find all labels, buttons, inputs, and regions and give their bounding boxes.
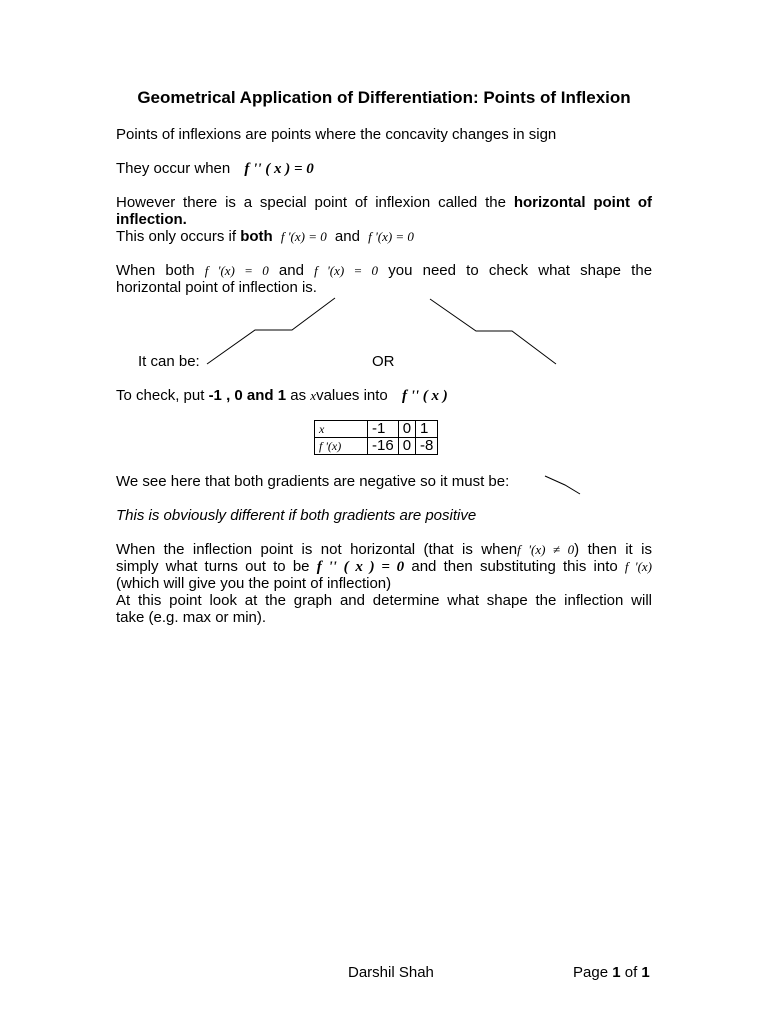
current-page: 1 xyxy=(612,964,621,981)
non-horizontal-line-1 xyxy=(116,541,652,558)
table-header-cell: x xyxy=(315,421,368,438)
values-table xyxy=(314,420,438,455)
only-occurs-text: This only occurs if xyxy=(116,228,237,245)
table-cell: -8 xyxy=(416,438,438,455)
first-derivative-equation-3: f '(x) = 0 xyxy=(204,263,269,278)
falling-inflection-shape xyxy=(430,299,556,364)
first-derivative-expression: f '(x) xyxy=(624,559,653,574)
special-point-text: However there is a special point of inflexion called the xyxy=(116,194,506,211)
word-both: both xyxy=(165,262,195,279)
special-point-line-2: inflection. xyxy=(116,211,187,228)
x-variable: x xyxy=(310,388,317,403)
footer-author: Darshil Shah xyxy=(348,964,434,981)
table-cell: 1 xyxy=(416,421,438,438)
first-derivative-equation-4: f '(x) = 0 xyxy=(314,263,379,278)
as-text: as xyxy=(290,387,307,404)
values-into-text: values into xyxy=(316,387,388,404)
page-title: Geometrical Application of Differentiation: Points of Inflexion xyxy=(137,88,631,107)
both-term: both xyxy=(240,228,273,245)
table-row xyxy=(315,438,438,455)
non-horizontal-line-3: (which will give you the point of inflection) xyxy=(116,575,392,592)
word-and: and xyxy=(278,262,304,279)
word-when: When xyxy=(116,262,156,279)
table-row xyxy=(315,421,438,438)
check-values-line xyxy=(116,387,448,405)
non-horizontal-line-5: take (e.g. max or min). xyxy=(116,609,267,626)
then-it-is-text: ) then it is xyxy=(574,541,652,558)
non-horizontal-line-4: At this point look at the graph and determine what shape the inflection will xyxy=(116,592,652,609)
rising-inflection-shape xyxy=(207,298,335,364)
total-pages: 1 xyxy=(641,964,650,981)
and-text: and xyxy=(334,228,360,245)
first-derivative-nonzero: f '(x) ≠ 0 xyxy=(517,542,575,557)
horizontal-point-term: horizontal point of xyxy=(513,194,653,211)
second-derivative-equation-2: f '' ( x ) = 0 xyxy=(316,559,405,575)
footer-page-number xyxy=(573,964,650,981)
turns-out-text: simply what turns out to be xyxy=(116,558,310,575)
first-derivative-equation: f '(x) = 0 xyxy=(280,229,327,244)
positive-gradient-note: This is obviously different if both gradients are positive xyxy=(116,507,477,524)
non-horizontal-text: When the inflection point is not horizontal (that is when xyxy=(116,541,518,558)
or-label: OR xyxy=(372,353,395,370)
page-label: Page xyxy=(573,964,609,981)
substituting-text: and then substituting this into xyxy=(411,558,618,575)
table-header-cell: f '(x) xyxy=(315,438,368,455)
non-horizontal-line-2 xyxy=(116,558,652,576)
negative-gradient-text: We see here that both gradients are negative so it must be: xyxy=(116,473,510,490)
table-cell: -16 xyxy=(368,438,399,455)
first-derivative-equation-2: f '(x) = 0 xyxy=(368,229,414,244)
check-text: To check, put xyxy=(116,387,205,404)
test-values: -1 , 0 and 1 xyxy=(208,387,287,404)
of-label: of xyxy=(624,964,638,981)
check-shape-text: you need to check what shape the xyxy=(388,262,653,279)
table-cell: 0 xyxy=(398,438,415,455)
table-cell: -1 xyxy=(368,421,399,438)
it-can-be-label: It can be: xyxy=(138,353,200,370)
second-derivative-equation: f '' ( x ) = 0 xyxy=(244,161,314,177)
second-derivative-expression: f '' ( x ) xyxy=(401,388,448,404)
definition-text: Points of inflexions are points where the concavity changes in sign xyxy=(116,126,557,143)
condition-text: They occur when xyxy=(116,160,231,177)
negative-gradient-shape xyxy=(545,476,580,494)
check-shape-line-2: horizontal point of inflection is. xyxy=(116,279,317,296)
table-cell: 0 xyxy=(398,421,415,438)
